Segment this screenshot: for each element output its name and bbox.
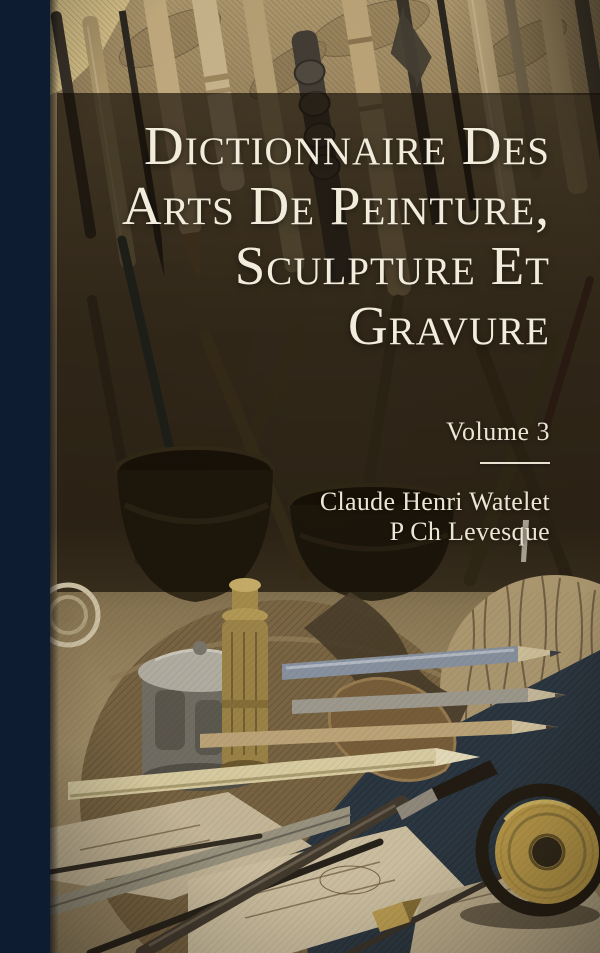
- volume-label: Volume 3: [446, 417, 550, 446]
- book-title-line-1: Dictionnaire Des: [144, 115, 550, 176]
- book-title-line-2: Arts De Peinture,: [121, 175, 550, 236]
- book-title: [60, 116, 550, 356]
- author-name-2: P Ch Levesque: [389, 517, 550, 546]
- book-title-line-3: Sculpture Et: [234, 235, 550, 296]
- divider-rule: [480, 462, 550, 464]
- author-name-1: Claude Henri Watelet: [319, 487, 550, 516]
- author-block: [60, 487, 550, 547]
- book-title-line-4: Gravure: [347, 295, 550, 356]
